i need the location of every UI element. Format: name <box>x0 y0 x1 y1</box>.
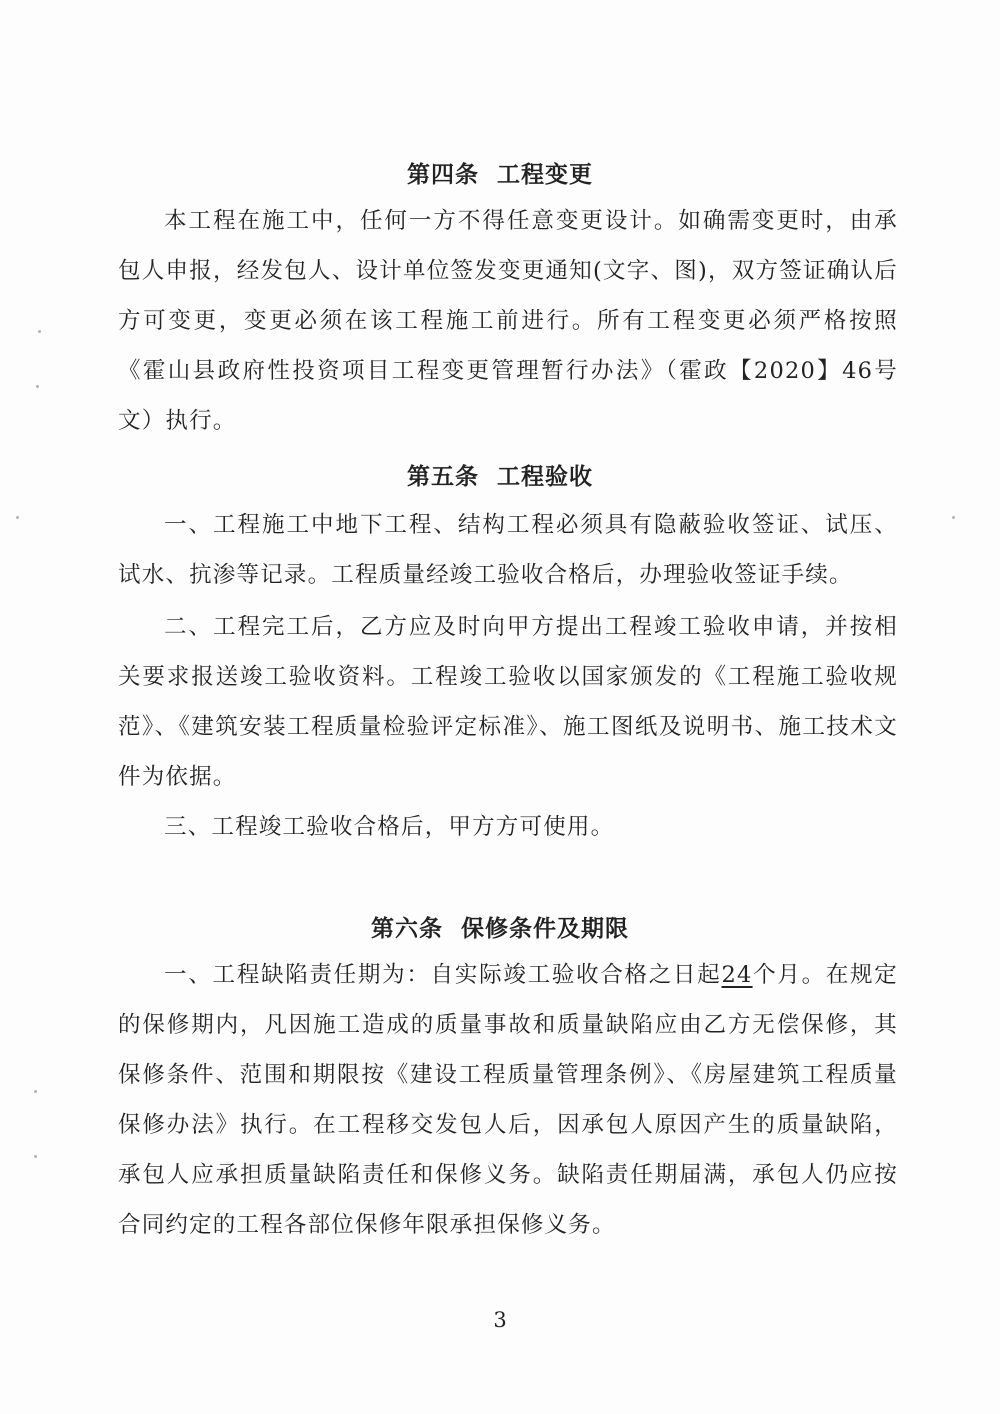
scan-speck <box>36 385 39 388</box>
article-5-title: 第五条 工程验收 <box>406 463 593 490</box>
scan-speck <box>34 1090 37 1093</box>
scan-speck <box>16 516 19 519</box>
article-4-title: 第四条 工程变更 <box>406 161 593 188</box>
article-5-paragraph-2: 二、工程完工后，乙方应及时向甲方提出工程竣工验收申请，并按相关要求报送竣工验收资料。工程竣工验收以国家颁发的《工程施工验收规范》、《建筑安装工程质量检验评定标准》、施工图纸及说明书、施工技术文件为依据。 <box>118 614 898 790</box>
article-4-paragraph-1: 本工程在施工中，任何一方不得任意变更设计。如确需变更时，由承包人申报，经发包人、设计单位签发变更通知(文字、图)，双方签证确认后方可变更，变更必须在该工程施工前进行。所有工程变更必须严格按照《霍山县政府性投资项目工程变更管理暂行办法》（霍政【2020】46号文）执行。 <box>118 208 898 434</box>
scan-speck <box>952 516 955 519</box>
warranty-months-value: 24 <box>721 962 753 988</box>
article-5-paragraph-1: 一、工程施工中地下工程、结构工程必须具有隐蔽验收签证、试压、试水、抗渗等记录。工程质量经竣工验收合格后，办理验收签证手续。 <box>118 512 898 588</box>
article-5-paragraph-3: 三、工程竣工验收合格后，甲方方可使用。 <box>164 814 615 840</box>
warranty-text-after: 个月。在规定的保修期内，凡因施工造成的质量事故和质量缺陷应由乙方无偿保修，其保修条件、范围和期限按《建设工程质量管理条例》、《房屋建筑工程质量保修办法》执行。在工程移交发包人后，因承包人原因产生的质量缺陷，承包人应承担质量缺陷责任和保修义务。缺陷责任期届满，承包人仍应按合同约定的工程各部位保修年限承担保修义务。 <box>118 962 899 1238</box>
page-number: 3 <box>493 1308 507 1332</box>
warranty-text-before: 一、工程缺陷责任期为：自实际竣工验收合格之日起 <box>164 962 722 988</box>
article-6-title: 第六条 保修条件及期限 <box>370 915 629 942</box>
scan-speck <box>34 1155 37 1158</box>
scan-speck <box>38 330 41 333</box>
article-6-paragraph-1 <box>118 950 898 1250</box>
